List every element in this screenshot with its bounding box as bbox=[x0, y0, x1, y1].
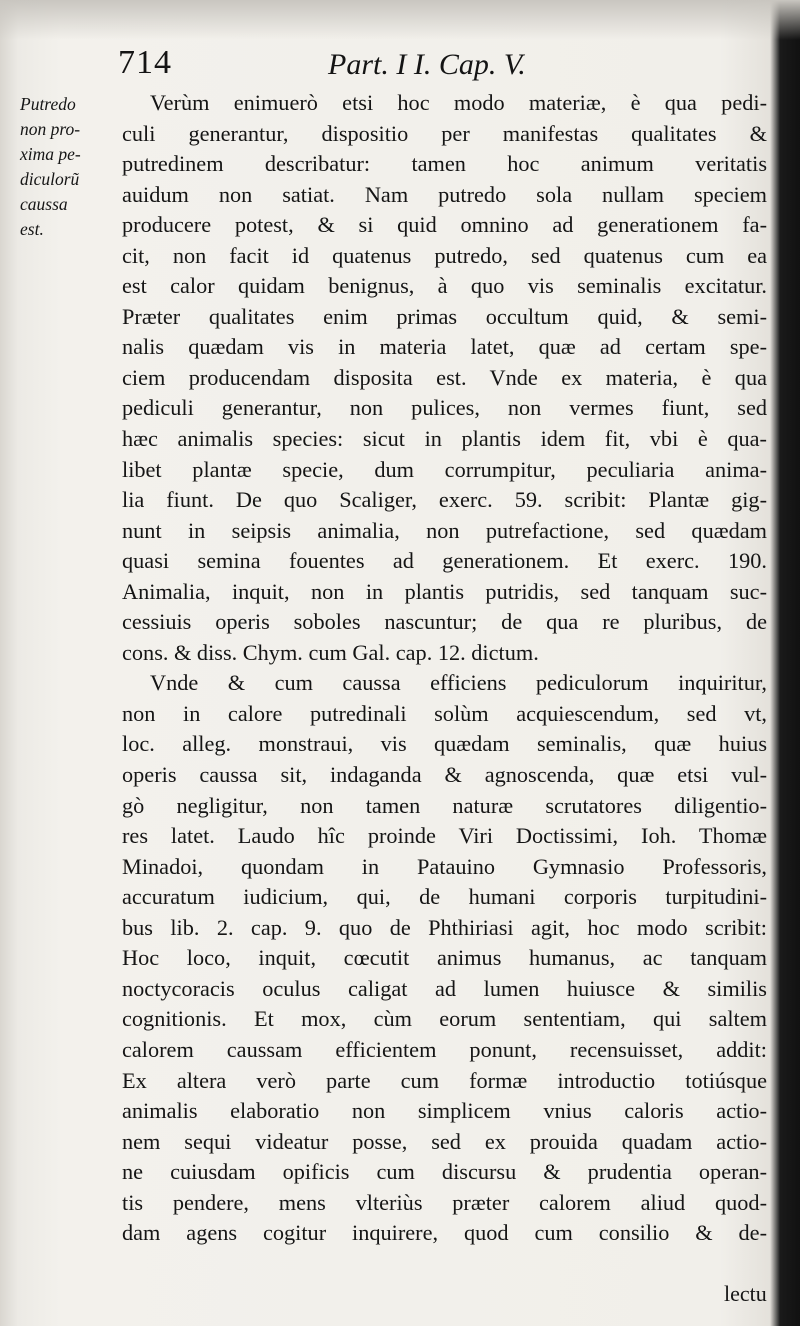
text-line: Vnde & cum caussa efficiens pediculorum inquiritur, bbox=[150, 670, 767, 696]
text-line: loc. alleg. monstraui, vis quædam seminalis, quæ huius bbox=[122, 731, 767, 757]
marginal-note-line: non pro- bbox=[20, 119, 81, 139]
text-line: ciem producendam disposita est. Vnde ex materia, è qua bbox=[122, 364, 767, 390]
text-line: Præter qualitates enim primas occultum quid, & semi- bbox=[122, 303, 767, 329]
text-line: pediculi generantur, non pulices, non vermes fiunt, sed bbox=[122, 395, 767, 421]
text-line: ne cuiusdam opificis cum discursu & prudentia operan- bbox=[122, 1159, 767, 1185]
text-line: Hoc loco, inquit, cœcutit animus humanus, ac tanquam bbox=[122, 945, 767, 971]
text-line: lia fiunt. De quo Scaliger, exerc. 59. scribit: Plantæ gig- bbox=[122, 487, 767, 513]
text-line: nunt in seipsis animalia, non putrefactione, sed quædam bbox=[122, 517, 767, 543]
text-line: noctycoracis oculus caligat ad lumen huiusce & similis bbox=[122, 975, 767, 1001]
text-line: auidum non satiat. Nam putredo sola nullam speciem bbox=[122, 181, 767, 207]
text-line: animalis elaboratio non simplicem vnius caloris actio- bbox=[122, 1098, 767, 1124]
text-line: cons. & diss. Chym. cum Gal. cap. 12. dictum. bbox=[122, 639, 539, 665]
text-line: Verùm enimuerò etsi hoc modo materiæ, è qua pedi- bbox=[150, 90, 767, 115]
text-line: res latet. Laudo hîc proinde Viri Doctissimi, Ioh. Thomæ bbox=[122, 823, 767, 849]
text-line: putredinem describatur: tamen hoc animum veritatis bbox=[122, 151, 767, 177]
text-line: producere potest, & si quid omnino ad generationem fa- bbox=[122, 212, 767, 238]
text-line: Minadoi, quondam in Patauino Gymnasio Professoris, bbox=[122, 853, 767, 879]
text-line: calorem caussam efficientem ponunt, recensuisset, addit: bbox=[122, 1036, 767, 1062]
text-line: hæc animalis species: sicut in plantis idem fit, vbi è qua- bbox=[122, 426, 767, 452]
text-line: cessiuis operis soboles nascuntur; de qua re pluribus, de bbox=[122, 609, 767, 635]
text-line: Animalia, inquit, non in plantis putridis, sed tanquam suc- bbox=[122, 578, 767, 604]
text-line: nem sequi videatur posse, sed ex prouida quadam actio- bbox=[122, 1128, 767, 1154]
text-line: tis pendere, mens vlteriùs præter calorem aliud quod- bbox=[122, 1189, 767, 1215]
text-line: est calor quidam benignus, à quo vis seminalis excitatur. bbox=[122, 273, 767, 299]
marginal-note-line: est. bbox=[20, 219, 44, 239]
running-title: Part. I I. Cap. V. bbox=[328, 48, 526, 81]
text-line: nalis quædam vis in materia latet, quæ ad certam spe- bbox=[122, 334, 767, 360]
text-line: Ex altera verò parte cum formæ introductio totiúsque bbox=[122, 1067, 767, 1093]
marginal-note-line: Putredo bbox=[20, 94, 76, 114]
text-line: dam agens cogitur inquirere, quod cum consilio & de- bbox=[122, 1220, 767, 1246]
marginal-note-line: xima pe- bbox=[20, 144, 81, 164]
body-text bbox=[122, 88, 767, 1249]
text-line: cit, non facit id quatenus putredo, sed quatenus cum ea bbox=[122, 242, 767, 268]
text-line: gò negligitur, non tamen naturæ scrutatores diligentio- bbox=[122, 792, 767, 818]
text-line: bus lib. 2. cap. 9. quo de Phthiriasi agit, hoc modo scribit: bbox=[122, 914, 767, 940]
text-line: non in calore putredinali solùm acquiescendum, sed vt, bbox=[122, 700, 767, 726]
text-line: accuratum iudicium, qui, de humani corporis turpitudini- bbox=[122, 884, 767, 910]
catchword: lectu bbox=[724, 1281, 767, 1306]
text-line: culi generantur, dispositio per manifestas qualitates & bbox=[122, 120, 767, 146]
marginal-note bbox=[20, 92, 120, 242]
page-number: 714 bbox=[118, 44, 172, 81]
page-header bbox=[118, 44, 758, 88]
marginal-note-line: caussa bbox=[20, 194, 68, 214]
text-line: cognitionis. Et mox, cùm eorum sententiam, qui saltem bbox=[122, 1006, 767, 1032]
text-line: quasi semina fouentes ad generationem. Et exerc. 190. bbox=[122, 548, 767, 574]
marginal-note-line: diculorũ bbox=[20, 169, 80, 189]
text-line: libet plantæ specie, dum corrumpitur, peculiaria anima- bbox=[122, 456, 767, 482]
text-line: operis caussa sit, indaganda & agnoscenda, quæ etsi vul- bbox=[122, 762, 767, 788]
